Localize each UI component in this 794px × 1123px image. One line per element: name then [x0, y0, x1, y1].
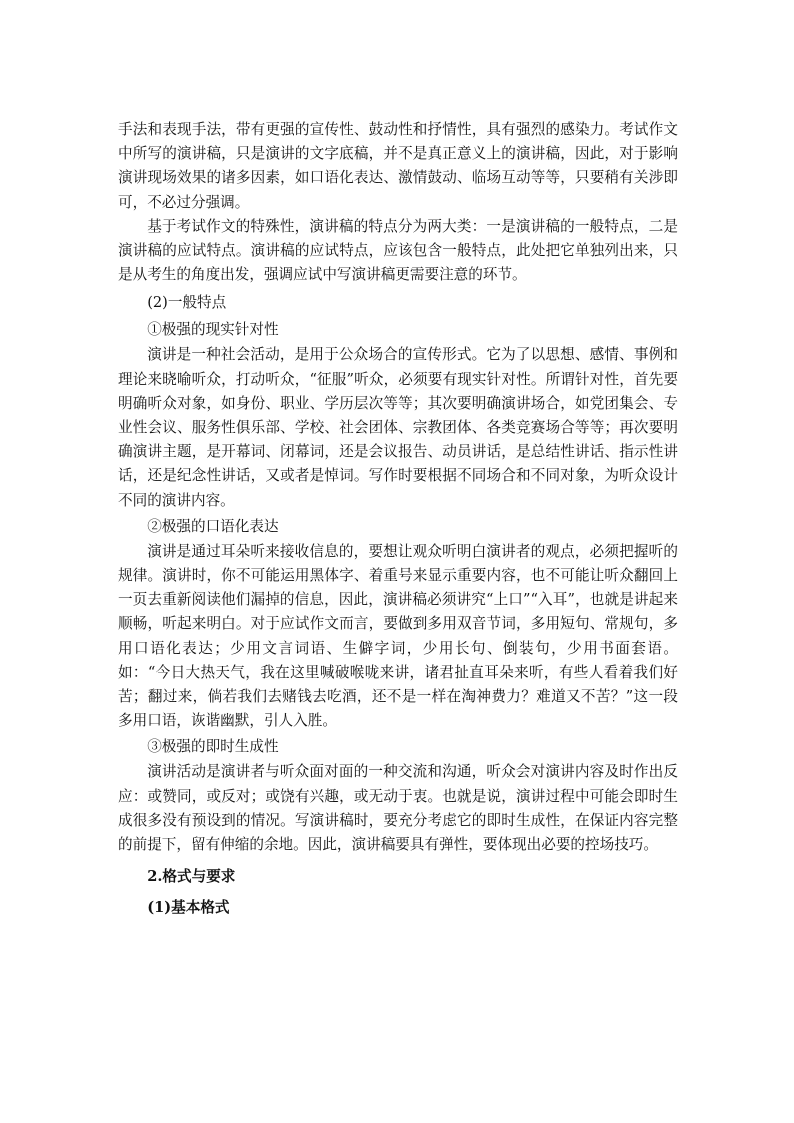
heading-general-features: (2)一般特点: [147, 294, 227, 312]
heading-format-requirements: 2.格式与要求: [147, 868, 236, 886]
heading-basic-format: (1)基本格式: [147, 899, 230, 917]
paragraph-feature-1: 演讲是一种社会活动，是用于公众场合的宣传形式。它为了以思想、感情、事例和理论来晓喻听众，打动听众，“征服”听众，必须要有现实针对性。所谓针对性，首先要明确听众对象，如身份、职业、学历层次等等；其次要明确演讲场合，如党团集会、专业性会议、服务性俱乐部、学校、社会团体、宗教团体、各类竞赛场合等等；再次要明确演讲主题，是开幕词、闭幕词，还是会议报告、动员讲话，是总结性讲话、指示性讲话，还是纪念性讲话，又或者是悼词。写作时要根据不同场合和不同对象，为听众设计不同的演讲内容。: [118, 346, 678, 509]
paragraph-intro-continued: 手法和表现手法，带有更强的宣传性、鼓动性和抒情性，具有强烈的感染力。考试作文中所写的演讲稿，只是演讲的文字底稿，并不是真正意义上的演讲稿，因此，对于影响演讲现场效果的诸多因素，如口语化表达、激情鼓动、临场互动等等，只要稍有关涉即可，不必过分强调。: [118, 121, 678, 211]
paragraph-feature-3: 演讲活动是演讲者与听众面对面的一种交流和沟通，听众会对演讲内容及时作出反应：或赞同，或反对；或饶有兴趣，或无动于衷。也就是说，演讲过程中可能会即时生成很多没有预设到的情况。写演讲稿时，要充分考虑它的即时生成性，在保证内容完整的前提下，留有伸缩的余地。因此，演讲稿要具有弹性，要体现出必要的控场技巧。: [118, 763, 678, 854]
heading-feature-2: ②极强的口语化表达: [147, 517, 279, 535]
paragraph-characteristics-overview: 基于考试作文的特殊性，演讲稿的特点分为两大类：一是演讲稿的一般特点，二是演讲稿的应试特点。演讲稿的应试特点，应该包含一般特点，此处把它单独列出来，只是从考生的角度出发，强调应试中写演讲稿更需要注意的环节。: [118, 217, 678, 284]
heading-feature-1: ①极强的现实针对性: [147, 321, 279, 339]
paragraph-feature-2: 演讲是通过耳朵听来接收信息的，要想让观众听明白演讲者的观点，必须把握听的规律。演讲时，你不可能运用黑体字、着重号来显示重要内容，也不可能让听众翻回上一页去重新阅读他们漏掉的信息，因此，演讲稿必须讲究“上口”“入耳”，也就是讲起来顺畅，听起来明白。对于应试作文而言，要做到多用双音节词，多用短句、常规句，多用口语化表达；少用文言词语、生僻字词，少用长句、倒装句，少用书面套语。如：“今日大热天气，我在这里喊破喉咙来讲，诸君扯直耳朵来听，有些人看着我们好苦；翻过来，倘若我们去赌钱去吃酒，还不是一样在淘神费力？难道又不苦？”这一段多用口语，诙谐幽默，引人入胜。: [118, 542, 678, 730]
heading-feature-3: ③极强的即时生成性: [147, 738, 279, 756]
document-page: [118, 118, 678, 921]
